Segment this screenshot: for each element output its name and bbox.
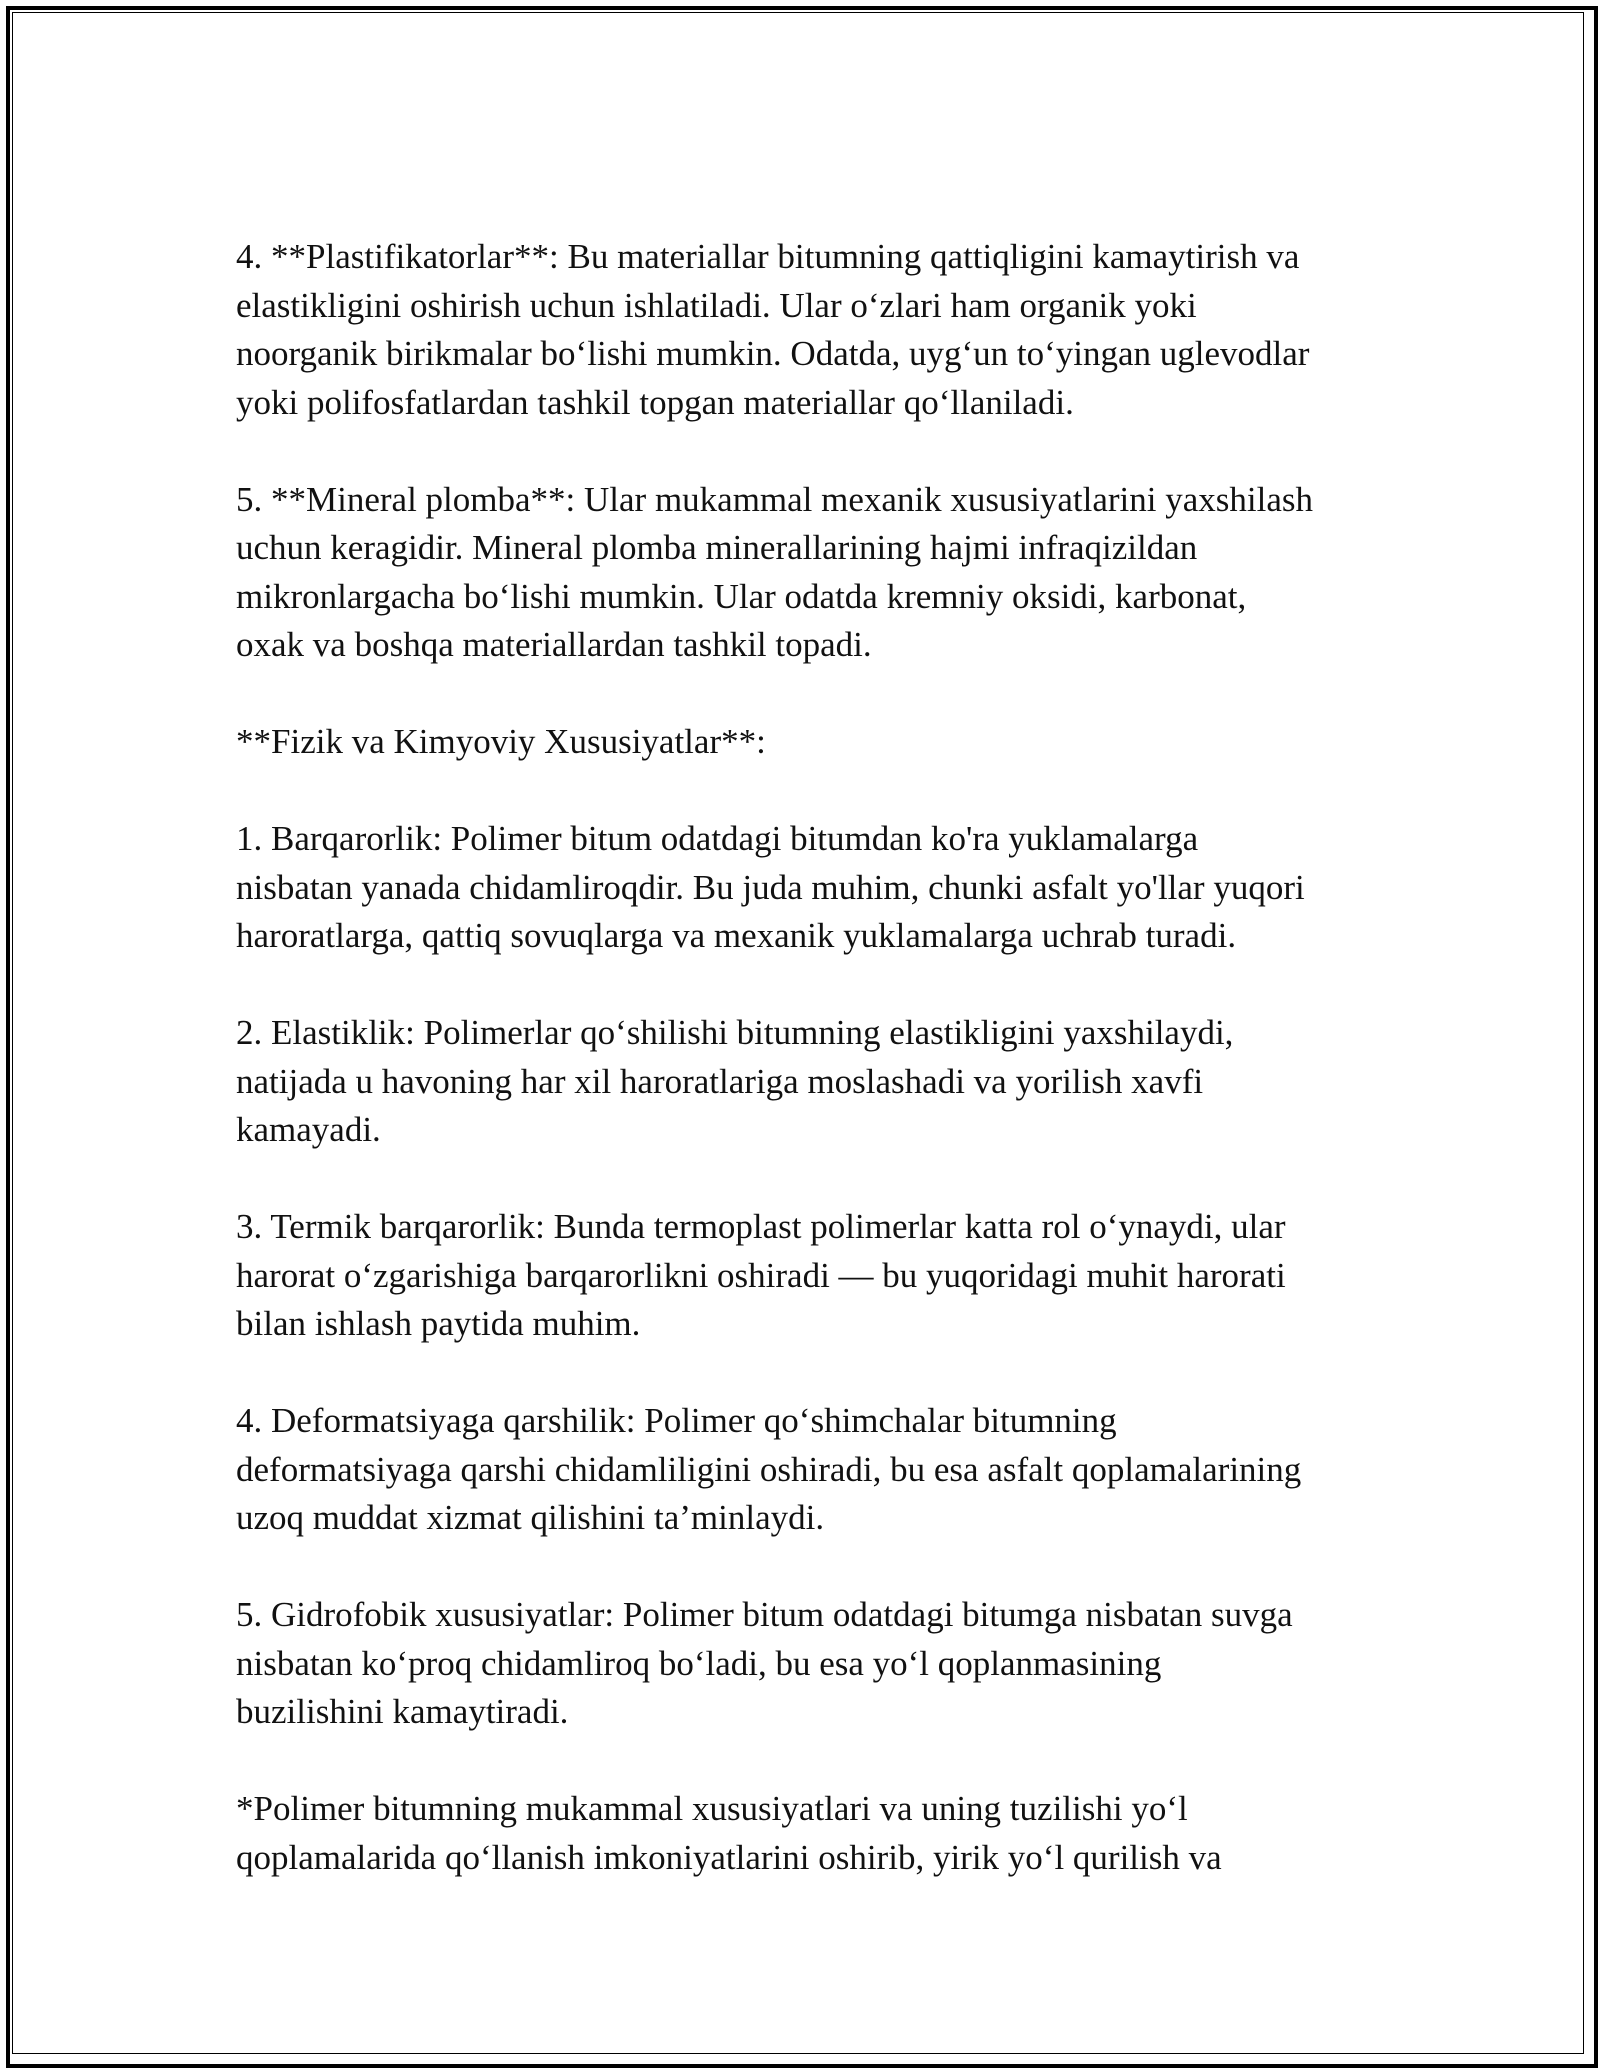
paragraph-gidrofobik: 5. Gidrofobik xususiyatlar: Polimer bitum odatdagi bitumga nisbatan suvga nisbatan ko‘proq chidamliroq bo‘ladi, bu esa yo‘l qoplanmasining buzilishini kamaytiradi. bbox=[236, 1595, 1293, 1731]
paragraph-plastifikatorlar: 4. **Plastifikatorlar**: Bu materiallar bitumning qattiqligini kamaytirish va elastikligini oshirish uchun ishlatiladi. Ular o‘zlari ham organik yoki noorganik birikmalar bo‘lishi mumkin. Odatda, uyg‘un to‘yingan uglevodlar yoki polifosfatlardan tashkil topgan materiallar qo‘llaniladi. bbox=[236, 237, 1310, 422]
paragraph-termik-barqarorlik: 3. Termik barqarorlik: Bunda termoplast polimerlar katta rol o‘ynaydi, ular harorat o‘zgarishiga barqarorlikni oshiradi — bu yuqoridagi muhit harorati bilan ishlash paytida muhim. bbox=[236, 1207, 1286, 1343]
paragraph-mineral-plomba: 5. **Mineral plomba**: Ular mukammal mexanik xususiyatlarini yaxshilash uchun keragidir. Mineral plomba minerallarining hajmi infraqizildan mikronlargacha bo‘lishi mumkin. Ular odatda kremniy oksidi, karbonat, oxak va boshqa materiallardan tashkil topadi. bbox=[236, 479, 1314, 664]
document-body bbox=[236, 233, 1376, 1882]
paragraph-barqarorlik: 1. Barqarorlik: Polimer bitum odatdagi bitumdan ko'ra yuklamalarga nisbatan yanada chidamliroqdir. Bu juda muhim, chunki asfalt yo'llar yuqori haroratlarga, qattiq sovuqlarga va mexanik yuklamalarga uchrab turadi. bbox=[236, 819, 1305, 955]
paragraph-deformatsiya: 4. Deformatsiyaga qarshilik: Polimer qo‘shimchalar bitumning deformatsiyaga qarshi chidamliligini oshiradi, bu esa asfalt qoplamalarining uzoq muddat xizmat qilishini ta’minlaydi. bbox=[236, 1401, 1302, 1537]
paragraph-elastiklik: 2. Elastiklik: Polimerlar qo‘shilishi bitumning elastikligini yaxshilaydi, natijada u havoning har xil haroratlariga moslashadi va yorilish xavfi kamayadi. bbox=[236, 1013, 1234, 1149]
section-heading-properties: **Fizik va Kimyoviy Xususiyatlar**: bbox=[236, 722, 766, 761]
paragraph-conclusion: *Polimer bitumning mukammal xususiyatlari va uning tuzilishi yo‘l qoplamalarida qo‘llanish imkoniyatlarini oshirib, yirik yo‘l qurilish va bbox=[236, 1789, 1222, 1877]
